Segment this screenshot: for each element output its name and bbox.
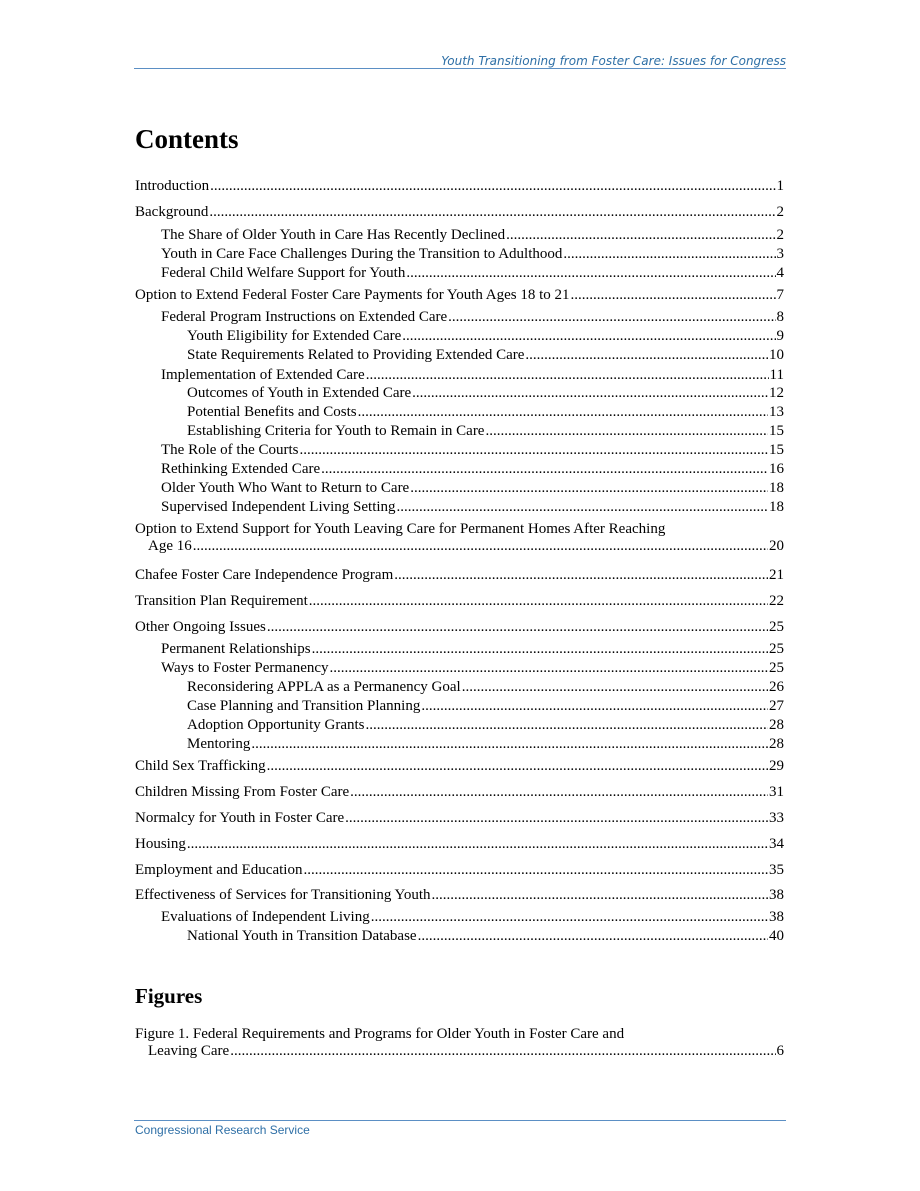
dot-leader bbox=[410, 480, 768, 497]
dot-leader bbox=[350, 784, 768, 801]
toc-entry[interactable] bbox=[135, 660, 784, 677]
entry-title: The Share of Older Youth in Care Has Recently Declined bbox=[161, 227, 506, 243]
dot-leader bbox=[432, 887, 768, 904]
toc-entry[interactable] bbox=[135, 404, 784, 421]
entry-title: Permanent Relationships bbox=[161, 641, 311, 657]
toc-entry[interactable] bbox=[135, 521, 784, 555]
page-number: 1 bbox=[776, 178, 784, 194]
page-number: 18 bbox=[769, 480, 784, 496]
dot-leader bbox=[412, 385, 768, 402]
dot-leader bbox=[267, 619, 768, 636]
running-header: Youth Transitioning from Foster Care: Issues for Congress bbox=[441, 54, 786, 68]
dot-leader bbox=[187, 836, 768, 853]
header-rule bbox=[134, 68, 786, 69]
entry-title: Federal Child Welfare Support for Youth bbox=[161, 265, 406, 281]
dot-leader bbox=[448, 309, 775, 326]
toc-entry[interactable] bbox=[135, 836, 784, 853]
dot-leader bbox=[406, 265, 775, 282]
entry-title: Supervised Independent Living Setting bbox=[161, 499, 396, 515]
page-number: 34 bbox=[769, 836, 784, 852]
dot-leader bbox=[462, 679, 768, 696]
entry-title: Outcomes of Youth in Extended Care bbox=[187, 385, 412, 401]
dot-leader bbox=[402, 328, 775, 345]
entry-title: Potential Benefits and Costs bbox=[187, 404, 357, 420]
page-number: 22 bbox=[769, 593, 784, 609]
dot-leader bbox=[525, 347, 768, 364]
toc-entry[interactable] bbox=[135, 619, 784, 636]
dot-leader bbox=[421, 698, 768, 715]
page-number: 12 bbox=[769, 385, 784, 401]
dot-leader bbox=[485, 423, 768, 440]
page-number: 11 bbox=[769, 367, 784, 383]
entry-title: The Role of the Courts bbox=[161, 442, 299, 458]
dot-leader bbox=[418, 928, 768, 945]
dot-leader bbox=[193, 538, 768, 555]
page-number: 20 bbox=[769, 538, 784, 554]
page-number: 25 bbox=[769, 619, 784, 635]
page-number: 27 bbox=[769, 698, 784, 714]
entry-title: Effectiveness of Services for Transitioning Youth bbox=[135, 887, 431, 903]
page-number: 26 bbox=[769, 679, 784, 695]
entry-title: Chafee Foster Care Independence Program bbox=[135, 567, 394, 583]
entry-title: Youth Eligibility for Extended Care bbox=[187, 328, 402, 344]
page-number: 13 bbox=[769, 404, 784, 420]
dot-leader bbox=[371, 909, 768, 926]
toc-entry[interactable] bbox=[135, 784, 784, 801]
page-number: 25 bbox=[769, 660, 784, 676]
footer-text: Congressional Research Service bbox=[135, 1123, 310, 1137]
toc-entry[interactable] bbox=[135, 246, 784, 263]
page-number: 3 bbox=[776, 246, 784, 262]
dot-leader bbox=[563, 246, 775, 263]
dot-leader bbox=[309, 593, 768, 610]
dot-leader bbox=[397, 499, 768, 516]
page-number: 10 bbox=[769, 347, 784, 363]
entry-title: Child Sex Trafficking bbox=[135, 758, 266, 774]
dot-leader bbox=[571, 287, 776, 304]
page-number: 35 bbox=[769, 862, 784, 878]
entry-title: Rethinking Extended Care bbox=[161, 461, 321, 477]
dot-leader bbox=[394, 567, 768, 584]
entry-title: Youth in Care Face Challenges During the Transition to Adulthood bbox=[161, 246, 563, 262]
dot-leader bbox=[312, 641, 768, 658]
figure-entry[interactable] bbox=[135, 1026, 784, 1060]
entry-title: Normalcy for Youth in Foster Care bbox=[135, 810, 345, 826]
dot-leader bbox=[230, 1043, 775, 1060]
entry-title: Housing bbox=[135, 836, 186, 852]
dot-leader bbox=[345, 810, 768, 827]
entry-title: National Youth in Transition Database bbox=[187, 928, 417, 944]
entry-title-continued: Leaving Care bbox=[148, 1043, 230, 1059]
page-number: 18 bbox=[769, 499, 784, 515]
entry-title: Case Planning and Transition Planning bbox=[187, 698, 421, 714]
entry-title: Adoption Opportunity Grants bbox=[187, 717, 365, 733]
toc-entry[interactable] bbox=[135, 909, 784, 926]
entry-title-continued: Age 16 bbox=[148, 538, 192, 554]
page-number: 9 bbox=[776, 328, 784, 344]
toc-entry[interactable] bbox=[135, 367, 784, 384]
toc-entry[interactable] bbox=[135, 499, 784, 516]
toc-entry[interactable] bbox=[135, 593, 784, 610]
dot-leader bbox=[251, 736, 768, 753]
footer-rule bbox=[134, 1120, 786, 1121]
toc-entry[interactable] bbox=[135, 641, 784, 658]
entry-title: Option to Extend Support for Youth Leaving Care for Permanent Homes After Reaching bbox=[135, 521, 666, 537]
page-number: 8 bbox=[776, 309, 784, 325]
page-number: 38 bbox=[769, 909, 784, 925]
page-number: 6 bbox=[776, 1043, 784, 1059]
dot-leader bbox=[358, 404, 768, 421]
page-number: 40 bbox=[769, 928, 784, 944]
toc-entry[interactable] bbox=[135, 309, 784, 326]
page-number: 31 bbox=[769, 784, 784, 800]
toc-entry[interactable] bbox=[135, 758, 784, 775]
page-number: 15 bbox=[769, 423, 784, 439]
toc-entry[interactable] bbox=[135, 442, 784, 459]
entry-title: Reconsidering APPLA as a Permanency Goal bbox=[187, 679, 461, 695]
page-number: 33 bbox=[769, 810, 784, 826]
dot-leader bbox=[330, 660, 768, 677]
figures-heading: Figures bbox=[135, 984, 203, 1008]
entry-title: State Requirements Related to Providing Extended Care bbox=[187, 347, 525, 363]
entry-title: Introduction bbox=[135, 178, 210, 194]
entry-title: Evaluations of Independent Living bbox=[161, 909, 370, 925]
toc-entry[interactable] bbox=[135, 328, 784, 345]
toc-entry[interactable] bbox=[135, 810, 784, 827]
toc-entry[interactable] bbox=[135, 178, 784, 195]
dot-leader bbox=[321, 461, 768, 478]
page-number: 21 bbox=[769, 567, 784, 583]
dot-leader bbox=[210, 178, 775, 195]
entry-title: Federal Program Instructions on Extended Care bbox=[161, 309, 448, 325]
page-number: 28 bbox=[769, 736, 784, 752]
dot-leader bbox=[506, 227, 775, 244]
entry-title: Establishing Criteria for Youth to Remain in Care bbox=[187, 423, 485, 439]
dot-leader bbox=[303, 862, 768, 879]
page-number: 2 bbox=[776, 227, 784, 243]
entry-title: Option to Extend Federal Foster Care Payments for Youth Ages 18 to 21 bbox=[135, 287, 570, 303]
toc-entry[interactable] bbox=[135, 480, 784, 497]
toc-entry[interactable] bbox=[135, 736, 784, 753]
entry-title: Ways to Foster Permanency bbox=[161, 660, 329, 676]
page-number: 4 bbox=[776, 265, 784, 281]
toc-entry[interactable] bbox=[135, 717, 784, 734]
toc-entry[interactable] bbox=[135, 423, 784, 440]
page-number: 29 bbox=[769, 758, 784, 774]
entry-title: Transition Plan Requirement bbox=[135, 593, 308, 609]
entry-title: Implementation of Extended Care bbox=[161, 367, 365, 383]
toc-entry[interactable] bbox=[135, 928, 784, 945]
toc-entry[interactable] bbox=[135, 265, 784, 282]
toc-entry[interactable] bbox=[135, 461, 784, 478]
toc-entry[interactable] bbox=[135, 204, 784, 221]
page-number: 16 bbox=[769, 461, 784, 477]
page-number: 28 bbox=[769, 717, 784, 733]
dot-leader bbox=[366, 717, 769, 734]
entry-title: Older Youth Who Want to Return to Care bbox=[161, 480, 410, 496]
contents-heading: Contents bbox=[135, 124, 239, 154]
entry-title: Figure 1. Federal Requirements and Programs for Older Youth in Foster Care and bbox=[135, 1026, 625, 1042]
page-number: 38 bbox=[769, 887, 784, 903]
page-number: 2 bbox=[776, 204, 784, 220]
page-number: 15 bbox=[769, 442, 784, 458]
toc-entry[interactable] bbox=[135, 698, 784, 715]
entry-title: Background bbox=[135, 204, 209, 220]
dot-leader bbox=[366, 367, 769, 384]
dot-leader bbox=[267, 758, 768, 775]
entry-title: Employment and Education bbox=[135, 862, 303, 878]
toc-entry[interactable] bbox=[135, 385, 784, 402]
entry-title: Mentoring bbox=[187, 736, 251, 752]
toc-entry[interactable] bbox=[135, 679, 784, 696]
dot-leader bbox=[209, 204, 775, 221]
entry-title: Other Ongoing Issues bbox=[135, 619, 266, 635]
toc-entry[interactable] bbox=[135, 862, 784, 879]
dot-leader bbox=[299, 442, 768, 459]
page-number: 25 bbox=[769, 641, 784, 657]
page-number: 7 bbox=[776, 287, 784, 303]
toc-entry[interactable] bbox=[135, 347, 784, 364]
toc-entry[interactable] bbox=[135, 887, 784, 904]
toc-entry[interactable] bbox=[135, 567, 784, 584]
toc-entry[interactable] bbox=[135, 227, 784, 244]
toc-entry[interactable] bbox=[135, 287, 784, 304]
entry-title: Children Missing From Foster Care bbox=[135, 784, 350, 800]
